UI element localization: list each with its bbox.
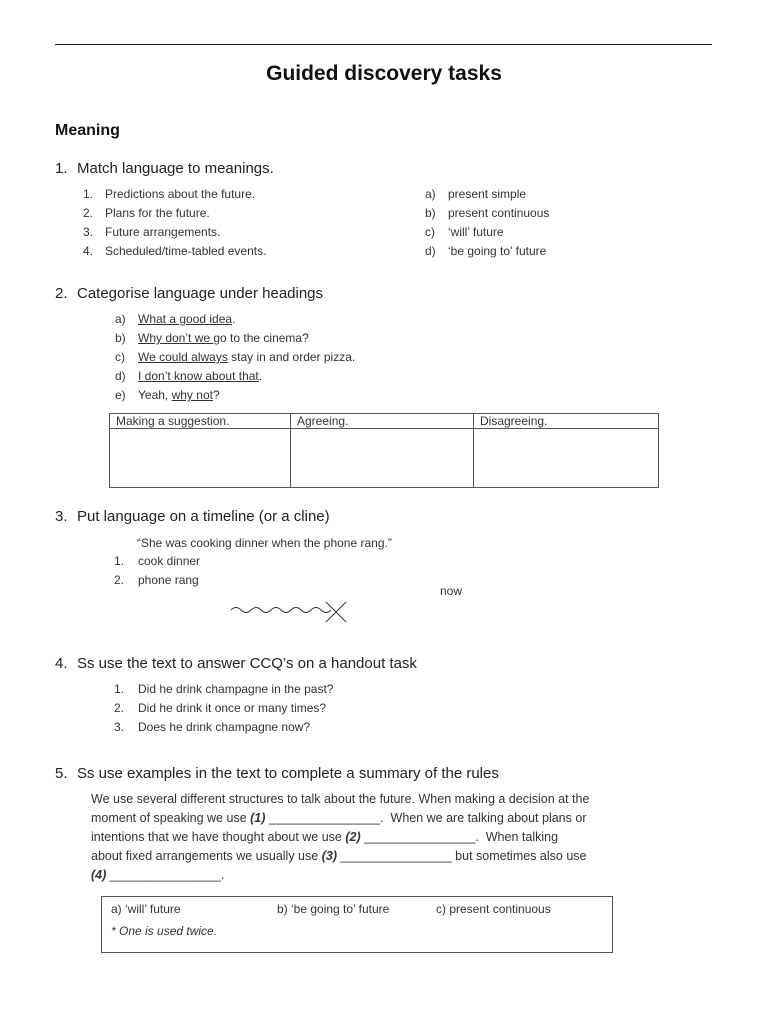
question-number: 4. [55, 655, 68, 672]
q4-item: 3. Does he drink champagne now? [114, 720, 311, 734]
now-label: now [440, 584, 463, 598]
question-text: Categorise language under headings [77, 285, 324, 302]
option-c: c) present continuous [436, 902, 551, 916]
category-table [109, 413, 659, 488]
question-number: 5. [55, 765, 68, 782]
question-number: 2. [55, 285, 68, 302]
table-cell [110, 429, 291, 488]
option-b: b) ‘be going to’ future [277, 902, 390, 916]
question-3 [55, 508, 330, 525]
question-4 [55, 655, 417, 672]
q4-item: 1. Did he drink champagne in the past? [114, 682, 334, 696]
q2-item: a) What a good idea. [115, 312, 236, 326]
q1-option: b) present continuous [425, 206, 550, 220]
q4-item: 2. Did he drink it once or many times? [114, 701, 327, 715]
question-text: Put language on a timeline (or a cline) [77, 508, 330, 525]
question-5 [55, 765, 499, 782]
question-number: 1. [55, 160, 68, 177]
summary-paragraph: We use several different structures to talk about the future. When making a decision at the moment of speaking we use (1) ________________. When we are talking about plans or intentions that we have thought about we use (2) ________________. When talking about fixed arrangements we usually use (3) ________________ but sometimes also use (4) ________________. [91, 792, 590, 882]
q1-item: 3. Future arrangements. [83, 225, 221, 239]
timeline-drawing [226, 596, 356, 628]
question-2 [55, 285, 323, 302]
q2-item: d) I don’t know about that. [115, 369, 263, 383]
q1-item: 1. Predictions about the future. [83, 187, 256, 201]
question-text: Ss use the text to answer CCQ’s on a handout task [77, 655, 417, 672]
q1-item: 4. Scheduled/time-tabled events. [83, 244, 267, 258]
top-rule [55, 44, 712, 45]
question-1 [55, 160, 274, 177]
q2-item: b) Why don’t we go to the cinema? [115, 331, 309, 345]
q1-option: c) ‘will’ future [425, 225, 504, 239]
table-heading: Agreeing. [291, 414, 474, 429]
q2-item: c) We could always stay in and order pizza. [115, 350, 356, 364]
table-cell [291, 429, 474, 488]
answer-options-box [101, 896, 613, 953]
timeline-quote: “She was cooking dinner when the phone rang.” [137, 536, 392, 550]
q3-item: 2. phone rang [114, 573, 199, 587]
option-a: a) ‘will’ future [111, 902, 181, 916]
q1-option: a) present simple [425, 187, 527, 201]
q1-option: d) ‘be going to’ future [425, 244, 547, 258]
question-number: 3. [55, 508, 68, 525]
note: * One is used twice. [111, 924, 218, 938]
q2-item: e) Yeah, why not? [115, 388, 220, 402]
q1-item: 2. Plans for the future. [83, 206, 210, 220]
table-heading: Making a suggestion. [110, 414, 291, 429]
page-title: Guided discovery tasks [266, 62, 502, 85]
section-heading: Meaning [55, 122, 120, 139]
table-cell [474, 429, 659, 488]
question-text: Match language to meanings. [77, 160, 274, 177]
q3-item: 1. cook dinner [114, 554, 201, 568]
wavy-line [231, 608, 331, 613]
question-text: Ss use examples in the text to complete a summary of the rules [77, 765, 499, 782]
table-heading: Disagreeing. [474, 414, 659, 429]
